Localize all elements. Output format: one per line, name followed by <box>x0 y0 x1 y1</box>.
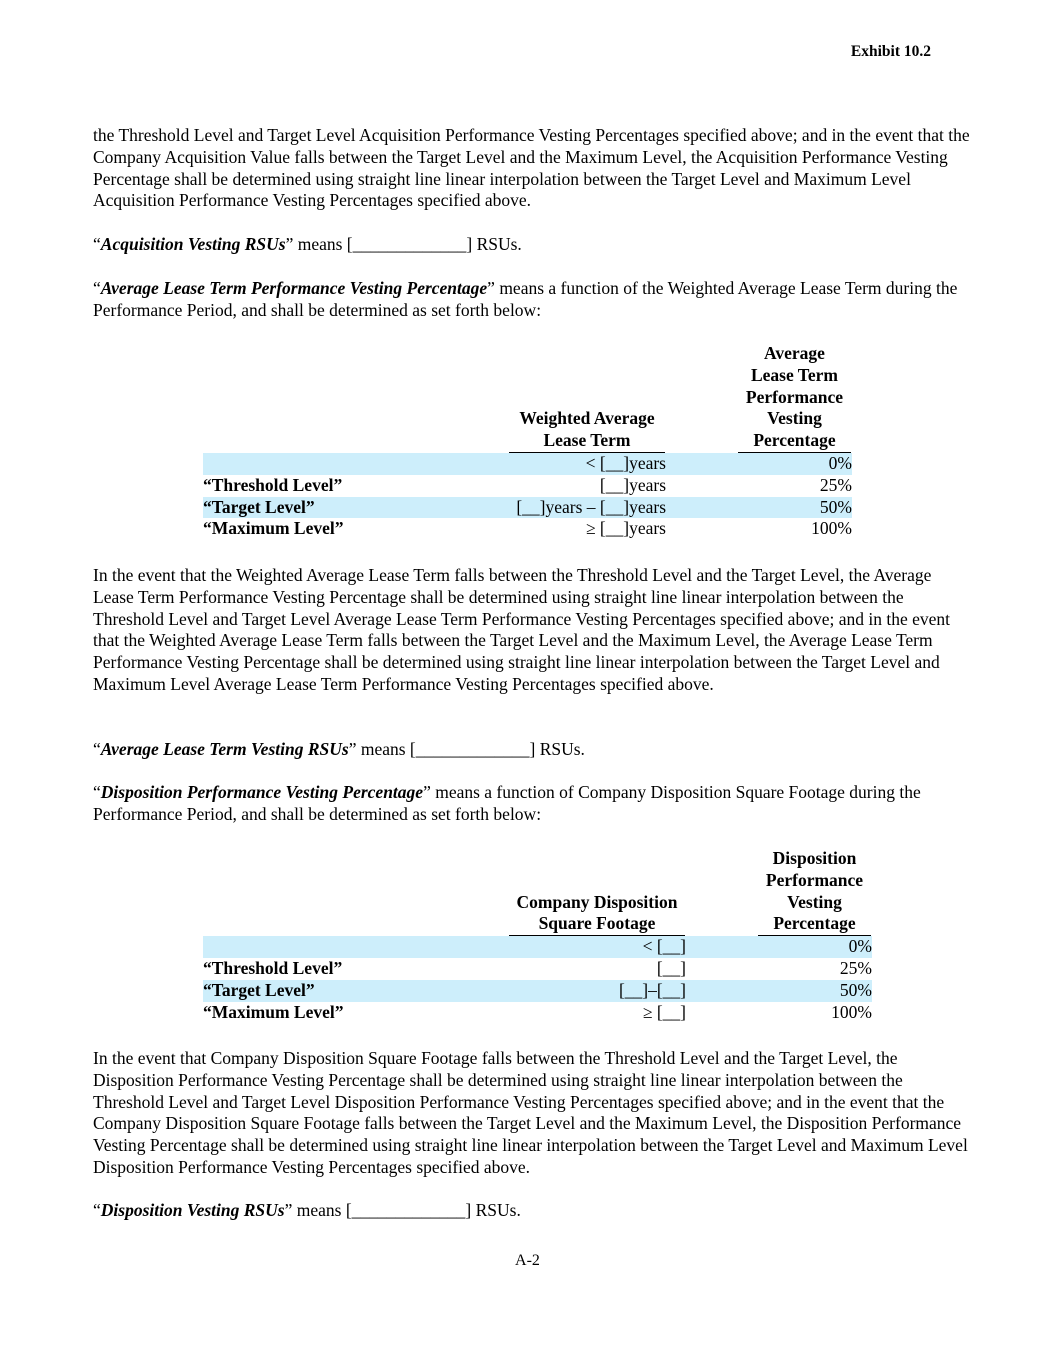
definition-text: ” means [_____________] RSUs. <box>284 1200 521 1220</box>
table-row: “Threshold Level” [__]years 25% <box>203 474 852 495</box>
paragraph-average-lease-term-definition <box>93 278 973 322</box>
table-row: < [__] 0% <box>203 936 872 958</box>
definition-text: ” means [_____________] RSUs. <box>285 234 522 254</box>
paragraph-disposition-interpolation: In the event that Company Disposition Square Footage falls between the Threshold Level and the Target Level, the Disposition Performance Vesting Percentage shall be determined using straight line linear interpolation between the Threshold Level and Target Level Disposition Performance Vesting Percentages specified above; and in the event that the Company Disposition Square Footage falls between the Target Level and the Maximum Level, the Disposition Performance Vesting Percentage shall be determined using straight line linear interpolation between the Target Level and Maximum Level Disposition Performance Vesting Percentages specified above. <box>93 1048 968 1177</box>
header-disposition-vesting-percentage: Disposition Performance Vesting Percentage <box>758 848 871 936</box>
paragraph-disposition-vesting-rsus <box>93 1200 973 1222</box>
paragraph-lease-term-interpolation: In the event that the Weighted Average Lease Term falls between the Threshold Level and the Target Level, the Average Lease Term Performance Vesting Percentage shall be determined using straight line linear interpolation between the Threshold Level and Target Level Average Lease Term Performance Vesting Percentages specified above; and in the event that the Weighted Average Lease Term falls between the Target Level and the Maximum Level, the Average Lease Term Performance Vesting Percentage shall be determined using straight line linear interpolation between the Target Level and Maximum Level Average Lease Term Performance Vesting Percentages specified above. <box>93 565 950 694</box>
table-header-row <box>203 343 852 453</box>
paragraph-acquisition-vesting-rsus <box>93 234 973 256</box>
table-header-row <box>203 848 872 936</box>
header-weighted-average-lease-term: Weighted Average Lease Term <box>509 408 664 453</box>
open-quote: “ <box>93 1200 101 1220</box>
definition-text: ” means a function of the Weighted Average Lease Term during the Performance Period, and shall be determined as set forth below: <box>93 278 958 320</box>
disposition-vesting-table <box>203 848 872 1023</box>
open-quote: “ <box>93 739 101 759</box>
table-row: “Target Level” [__]years – [__]years 50% <box>203 496 852 517</box>
definition-text: ” means a function of Company Disposition Square Footage during the Performance Period, and shall be determined as set forth below: <box>93 782 921 824</box>
exhibit-label: Exhibit 10.2 <box>850 43 931 60</box>
table-row: < [__]years 0% <box>203 453 852 475</box>
paragraph-average-lease-term-vesting-rsus <box>93 739 973 761</box>
table-row: “Target Level” [__]–[__] 50% <box>203 979 872 1000</box>
table-row: “Maximum Level” ≥ [__] 100% <box>203 1001 872 1022</box>
defined-term: Average Lease Term Performance Vesting Percentage <box>100 278 488 298</box>
header-vesting-percentage: Average Lease Term Performance Vesting Percentage <box>738 343 851 453</box>
defined-term: Disposition Vesting RSUs <box>100 1200 285 1220</box>
definition-text: ” means [_____________] RSUs. <box>348 739 585 759</box>
paragraph-acquisition-interpolation: the Threshold Level and Target Level Acquisition Performance Vesting Percentages specified above; and in the event that the Company Acquisition Value falls between the Target Level and the Maximum Level, the Acquisition Performance Vesting Percentage shall be determined using straight line linear interpolation between the Target Level and Maximum Level Acquisition Performance Vesting Percentages specified above. <box>93 125 970 211</box>
defined-term: Acquisition Vesting RSUs <box>100 234 286 254</box>
table-row: “Maximum Level” ≥ [__]years 100% <box>203 518 852 539</box>
defined-term: Disposition Performance Vesting Percentage <box>100 782 424 802</box>
table-row: “Threshold Level” [__] 25% <box>203 957 872 978</box>
paragraph-disposition-definition <box>93 782 973 826</box>
page-number: A-2 <box>515 1252 540 1269</box>
defined-term: Average Lease Term Vesting RSUs <box>100 739 349 759</box>
open-quote: “ <box>93 782 101 802</box>
open-quote: “ <box>93 234 101 254</box>
open-quote: “ <box>93 278 101 298</box>
header-company-disposition-square-footage: Company Disposition Square Footage <box>509 892 686 937</box>
lease-term-vesting-table <box>203 343 852 540</box>
